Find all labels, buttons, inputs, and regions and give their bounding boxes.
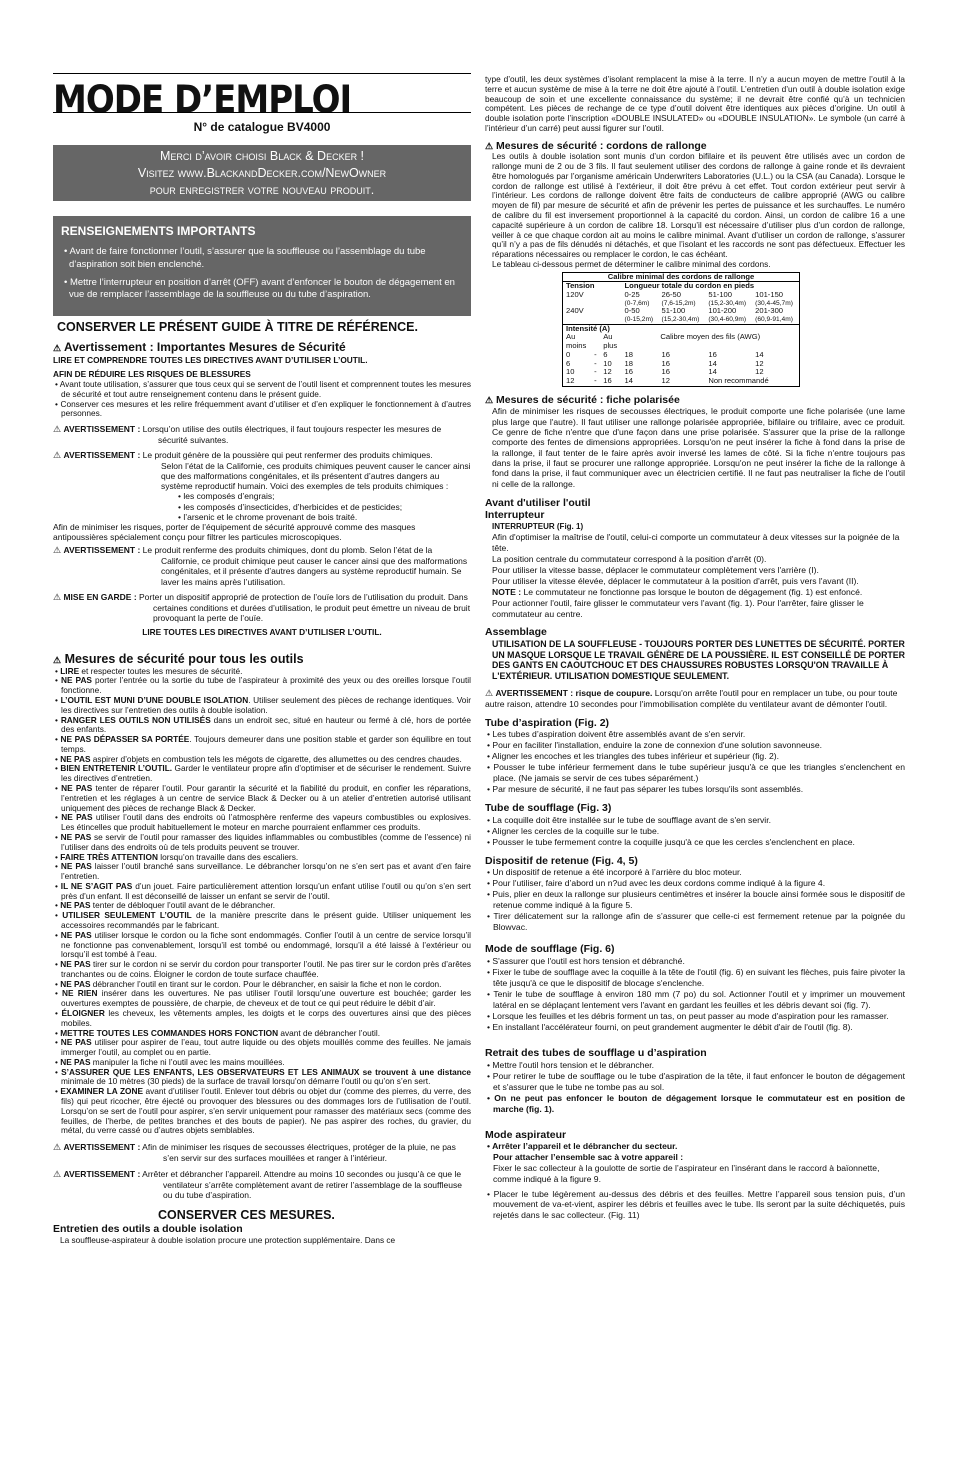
list-item-lead: NE RIEN xyxy=(62,988,98,999)
warning-1 xyxy=(53,424,471,445)
entretien-text: La souffleuse-aspirateur à double isolation procure une protection supplémentaire. Dans ce xyxy=(60,1234,396,1245)
warning-3-label: AVERTISSEMENT : xyxy=(63,545,141,556)
table-cell: (0-7,6m) xyxy=(624,299,650,307)
switch-p2: La position centrale du commutateur correspond à la position d'arrêt (0). xyxy=(492,554,767,565)
table-cell: 101-200 xyxy=(708,306,737,316)
list-item-lead: NE PAS xyxy=(60,675,92,686)
list-item-text: manipuler la fiche ni l’outil avec les mains mouillées. xyxy=(90,1056,285,1067)
switch-p1: Afin d'optimiser la maîtrise de l'outil, celui-ci comporte un commutateur à deux vitesses sur la poignée de la tête. xyxy=(492,532,900,554)
warning-2-label: AVERTISSEMENT : xyxy=(63,450,141,461)
table-cell: 16 xyxy=(708,349,717,359)
switch-p3: Pour utiliser la vitesse basse, déplacer le commutateur complètement vers l'arrière (I). xyxy=(492,565,819,576)
table-cell: 6 xyxy=(603,349,608,359)
blower-tube-list xyxy=(485,815,905,848)
list-item: • Mettre l'outil hors tension et le débrancher. xyxy=(487,1059,655,1070)
table-cell: (15,2-30,4m) xyxy=(661,316,700,324)
chem-1: • les composés d’engrais; xyxy=(178,491,275,502)
list-item-text: lorsqu’on travaille dans des escaliers. xyxy=(157,851,299,862)
suction-tube-heading: Tube d’aspiration (Fig. 2) xyxy=(485,716,610,729)
warning-triangle-icon: ⚠ xyxy=(53,1169,62,1180)
table-cell: 14 xyxy=(708,358,717,368)
list-item-lead: UTILISER SEULEMENT L’OUTIL xyxy=(62,910,192,921)
left-body xyxy=(53,320,471,1246)
reduce-risks-heading: AFIN DE RÉDUIRE LES RISQUES DE BLESSURES xyxy=(53,369,251,380)
table-cell: 18 xyxy=(624,349,633,359)
before-use-heading: Avant d'utiliser l'outil xyxy=(485,496,591,509)
table-cell: 51-100 xyxy=(708,290,732,300)
list-item: • Tirer délicatement sur la rallonge afin de s’assurer que celle-ci est fermement retenue par la poignée du Blowvac. xyxy=(487,911,905,933)
list-item: • Tenir le tube de soufflage à environ 180 mm (7 po) du sol. Actionner l'outil et y imprimer un mouvement latéral en se déplaçant lentement vers l'avant en gardant les feuilles et les débris devant soi (fig. 7). xyxy=(487,989,905,1011)
list-item-lead: LIRE xyxy=(60,665,80,676)
vacuum-mode-list xyxy=(485,1141,905,1221)
list-item: • Aligner les cercles de la coquille sur le tube. xyxy=(487,825,660,836)
list-item: • Lorsque les feuilles et les débris forment un tas, on peut passer au mode d'aspiration pour les ramasser. xyxy=(487,1011,889,1022)
thanks-line-1: Merci d’avoir choisi Black & Decker ! xyxy=(159,149,365,163)
warning-triangle-icon: ⚠ xyxy=(53,450,62,461)
list-item-lead: BIEN ENTRETENIR L’OUTIL. xyxy=(60,763,173,774)
list-item-lead: NE PAS xyxy=(60,929,92,940)
top-rule xyxy=(53,73,471,74)
list-item-text: insérer dans les ouvertures. Ne pas utiliser l’outil lorsqu’une ouverture est bouchée; garder les ouvertures exemptes de poussière, de charpie, de cheveux et de tout ce qui peut réduire le débit d’air. xyxy=(61,988,471,1009)
list-item-text: avant d’utiliser l’outil. Enlever tout débris ou objet dur (comme des pierres, du verre, des fils) qui peut ricocher, être éjecté ou provoquer des blessures ou des dommages lors de l’utilisation de l’outil. Lorsqu’on se sert de l’outil pour aspirer, s’en servir uniquement pour ramasser des matériaux secs (comme des feuilles, de l’herbe, de petites branches et des bouts de papier). Ne pas aspirer des roches, du gravier, du métal, du verre cassé ou d’autres objets semblables. xyxy=(61,1086,471,1136)
table-au-2: Au xyxy=(603,332,613,342)
list-item: • FAIRE TRÈS ATTENTION lorsqu’on travaille dans des escaliers. xyxy=(55,851,299,862)
cord-table-intro: Le tableau ci-dessous permet de déterminer le calibre minimal des cordons. xyxy=(492,258,771,269)
title-rule xyxy=(53,112,471,113)
entretien-heading: Entretien des outils a double isolation xyxy=(53,1223,243,1236)
list-item-lead: NE PAS DÉPASSER SA PORTÉE xyxy=(60,734,190,745)
removal-list xyxy=(485,1060,905,1115)
caution-1 xyxy=(53,592,471,623)
right-body xyxy=(485,75,905,1221)
list-item: • NE PAS tirer sur le cordon ni se servir du cordon pour transporter l’outil. Ne pas tirer sur le cordon près d’arêtes tranchantes ou de coins. Éloigner le cordon de toute surface chauffée. xyxy=(55,959,471,979)
list-item-lead: S’ASSURER QUE LES ENFANTS, LES OBSERVATEURS ET LES ANIMAUX se trouvent à une distance xyxy=(61,1066,471,1077)
list-item: • NE PAS tenter de débloquer l’outil avant de le débrancher. xyxy=(55,900,276,911)
table-cell: - xyxy=(594,358,597,368)
assembly-text: UTILISATION DE LA SOUFFLEUSE - TOUJOURS PORTER DES LUNETTES DE SÉCURITÉ. PORTER UN MASQUE LORSQUE LE TRAVAIL GÉNÈRE DE LA POUSSIÈRE. IL EST CONSEILLÉ DE PORTER DES GANTS EN CAOUTCHOUC ET DES CHAUSSURES ROBUSTES LORSQU'ON TRAVAILLE À L'EXTÉRIEUR. UTILISATION DOMESTIQUE SEULEMENT. xyxy=(492,638,906,681)
list-item: • Puis, plier en deux la rallonge sur plusieurs centimètres et insérer la boucle ainsi formée sous le dispositif de retenue comme indiqué à la figure 5. xyxy=(487,889,905,911)
table-cell: (7,6-15,2m) xyxy=(661,299,696,307)
catalog-number: N° de catalogue BV4000 xyxy=(193,120,331,134)
list-item-text: Garder le ventilateur propre afin d’optimiser et de sécuriser le rendement. Suivre les directives d’entretien. xyxy=(61,763,471,784)
list-item: • UTILISER SEULEMENT L’OUTIL de la manière prescrite dans le présent guide. Utiliser uniquement les accessoires recommandés par le fabricant. xyxy=(55,910,471,930)
table-intensite: Intensité (A) xyxy=(563,324,799,333)
list-item: • La coquille doit être installée sur le tube de soufflage avant de s'en servir. xyxy=(487,814,771,825)
table-cell: 201-300 xyxy=(755,306,784,316)
table-plus: plus xyxy=(603,341,618,351)
assembly-heading: Assemblage xyxy=(485,626,547,639)
table-cell: 26-50 xyxy=(661,290,681,300)
important-info-box xyxy=(53,216,471,316)
table-cell: 16 xyxy=(603,376,612,385)
list-item: • NE PAS utiliser lorsque le cordon ou la fiche sont endommagés. Confier l’outil à un centre de service lorsqu’il ne fonctionne pas convenablement, lorsqu’il est tombé ou endommagé, lorsqu’il a été laissé à l’extérieur ou lorsqu’il est tombé à l’eau. xyxy=(55,929,471,960)
list-item: • Placer le tube légèrement au-dessus des débris et des feuilles. Mettre l’appareil sous tension puis, d’un mouvement de va-et-vient, aspirer les débris et feuilles avec le tube. Ils seront par la suite déchiquetés, puis rejetés dans le sac collecteur. (Fig. 11) xyxy=(487,1188,905,1221)
cut-warning-label: AVERTISSEMENT : risque de coupure. xyxy=(495,687,653,698)
warning-heading xyxy=(53,340,471,354)
list-item-lead: NE PAS xyxy=(60,861,92,872)
warning-triangle-icon: ⚠ xyxy=(485,687,494,698)
table-cell: 16 xyxy=(661,358,670,368)
safety-list xyxy=(53,667,471,1137)
table-cell: - xyxy=(594,376,597,385)
list-item: • NE PAS porter l’entrée ou la sortie du tube de l’aspirateur à proximité des yeux ou des oreilles lorsque l’outil fonctionne. xyxy=(55,675,471,696)
list-item: • Pour en faciliter l'installation, enduire la zone de connexion d'une solution savonneuse. xyxy=(487,740,822,751)
list-item-lead: L’OUTIL EST MUNI D’UNE DOUBLE ISOLATION xyxy=(60,695,249,706)
blow-mode-list xyxy=(485,956,905,1033)
blow-mode-heading: Mode de soufflage (Fig. 6) xyxy=(485,943,615,956)
switch-fig: INTERRUPTEUR (Fig. 1) xyxy=(492,522,584,531)
table-cell: 120V xyxy=(566,290,584,300)
list-item xyxy=(485,1152,905,1184)
thanks-line-2: Visitez www.BlackandDecker.com/NewOwner xyxy=(137,165,387,180)
warning-triangle-icon: ⚠ xyxy=(53,591,62,602)
list-item: • ÉLOIGNER les cheveux, les vêtements amples, les doigts et le corps des ouvertures ainsi que des pièces mobiles. xyxy=(55,1008,471,1028)
table-cell: (30,4-60,9m) xyxy=(708,316,747,324)
warning-2-after: Afin de minimiser les risques, porter de l’équipement de sécurité approuvé comme des masques antipoussières spécialement conçu pour filtrer les particules microscopiques. xyxy=(53,521,416,543)
table-cell: 12 xyxy=(566,376,575,385)
list-item-lead: NE PAS xyxy=(60,1056,91,1067)
list-item-text: tenter de réparer l’outil. Pour garantir la sécurité et la fiabilité du produit, en confier les réparations, l’entretien et les réglages à un centre de service Black & Decker ou à un atelier d’entretien autorisé utilisant uniquement des pièces de rechange Black & Decker. xyxy=(61,783,471,813)
list-item-lead: FAIRE TRÈS ATTENTION xyxy=(60,851,158,862)
list-item-text: se servir de l’outil pour ramasser des liquides inflammables ou combustibles (comme de l’essence) ni l’utiliser dans des endroits où de tels produits peuvent se trouver. xyxy=(61,831,471,852)
list-item-text: utiliser lorsque le cordon ou la fiche sont endommagés. Confier l’outil à un centre de service lorsqu’il ne fonctionne pas convenablement, lorsqu’il est tombé ou endommagé, lorsqu’il a été laissé à l’extérieur ou lorsqu’il est tombé à l’eau. xyxy=(61,929,471,960)
list-item-text: laisser l’outil branché sans surveillance. Le débrancher lorsqu’on ne s’en sert pas et avant d’en faire l’entretien. xyxy=(61,861,471,882)
table-cell: 0-25 xyxy=(624,290,640,300)
caution-text: Porter un dispositif approprié de protection de l’ouïe lors de l’utilisation du produit. Dans certaines conditions et durées d’utilisation, le produit peut émettre un niveau de bruit provoquant la perte de l’ouïe. xyxy=(136,591,471,623)
warning-triangle-icon: ⚠ xyxy=(53,1142,62,1153)
table-cell: 14 xyxy=(755,349,764,359)
list-item: • NE RIEN insérer dans les ouvertures. Ne pas utiliser l’outil lorsqu’une ouverture est bouchée; garder les ouvertures exemptes de poussière, de charpie, de cheveux et de tout ce qui peut réduire le débit d’air. xyxy=(55,988,471,1009)
blower-tube-heading: Tube de soufflage (Fig. 3) xyxy=(485,802,612,815)
table-cell: 16 xyxy=(661,349,670,359)
list-item: • BIEN ENTRETENIR L’OUTIL. Garder le ventilateur propre afin d’optimiser et de sécuriser le rendement. Suivre les directives d’entretien. xyxy=(55,763,471,784)
warning-1-label: AVERTISSEMENT : xyxy=(63,424,141,435)
list-item-text: utiliser l’outil dans des endroits où l’atmosphère renferme des vapeurs combustibles ou explosives. Les étincelles que produit habituellement le moteur en marche pourraient enflammer ces produits. xyxy=(61,812,471,833)
attach-bag-label: Pour attacher l’ensemble sac à votre appareil : xyxy=(493,1152,684,1163)
warning-6-label: AVERTISSEMENT : xyxy=(63,1169,141,1180)
list-item: • Pour retirer le tube de soufflage ou le tube d'aspiration de la tête, il faut enfoncer le bouton de dégagement et s'assurer que le tube ne tombe pas au sol. xyxy=(487,1070,905,1092)
attach-bag-text: Fixer le sac collecteur à la goulotte de sortie de l’aspirateur en l’insérant dans le raccord à baïonnette, comme indiqué à la figure 9. xyxy=(493,1162,880,1184)
table-cell: (0-15,2m) xyxy=(624,316,654,324)
removal-heading: Retrait des tubes de soufflage u d’aspiration xyxy=(485,1047,707,1060)
bullet-2: • Conserver ces mesures et les relire fréquemment avant d’utiliser et d’en expliquer le fonctionnement à d’autres personnes. xyxy=(55,398,471,419)
list-item: • Les tubes d’aspiration doivent être assemblés avant de s'en servir. xyxy=(487,729,746,740)
list-item: • Pour l'utiliser, faire d’abord un n?ud avec les deux cordons comme indiqué à la figure 4. xyxy=(487,878,826,889)
table-cell: Non recommandé xyxy=(708,376,769,385)
warning-3 xyxy=(53,545,471,586)
list-item: • NE PAS utiliser pour aspirer de l’eau, tout autre liquide ou des objets mouillés comme des feuilles. Ne jamais immerger l’outil, au complet ou en partie. xyxy=(55,1037,471,1058)
list-item: • Un dispositif de retenue a été incorporé à l’arrière du bloc moteur. xyxy=(487,867,742,878)
warning-1-text: Lorsqu’on utilise des outils électriques, il faut toujours respecter les mesures de sécurité suivantes. xyxy=(140,424,442,445)
list-item: • Pousser le tube fermement contre la coquille jusqu'à ce que les cercles s'enclenchent en place. xyxy=(487,836,855,847)
list-item-text: et respecter toutes les mesures de sécurité. xyxy=(79,665,243,676)
chem-2: • les composés d’insecticides, d’herbicides et de pesticides; xyxy=(178,501,403,512)
table-row xyxy=(563,307,799,316)
switch-heading: Interrupteur xyxy=(485,509,545,522)
list-item-lead: RANGER LES OUTILS NON UTILISÉS xyxy=(60,714,211,725)
table-cell: 12 xyxy=(603,367,612,377)
table-moins: moins xyxy=(566,341,587,351)
list-item-lead: METTRE TOUTES LES COMMANDES HORS FONCTION xyxy=(60,1027,279,1038)
table-cell: (60,9-91,4m) xyxy=(755,316,793,324)
switch-note xyxy=(492,587,905,598)
list-item: • On ne peut pas enfoncer le bouton de dégagement lorsque le commutateur est en position de marche (fig. 1). xyxy=(487,1092,905,1114)
list-item: • Aligner les encoches et les triangles des tubes inférieur et supérieur (fig. 2). xyxy=(487,751,780,762)
table-row xyxy=(563,377,799,386)
list-item-text: dans un endroit sec, situé en hauteur ou fermé à clé, hors de portée des enfants. xyxy=(61,714,471,735)
list-item: • NE PAS laisser l’outil branché sans surveillance. Le débrancher lorsqu’on ne s’en sert pas et avant d’en faire l’entretien. xyxy=(55,861,471,882)
warning-6-text: Arrêter et débrancher l’appareil. Attendre au moins 10 secondes ou jusqu’à ce que le ventilateur s’arrête complètement avant de retirer l’assemblage de la souffleuse ou du tube d’aspiration. xyxy=(140,1169,462,1201)
warning-triangle-icon: ⚠ xyxy=(485,394,494,405)
table-title: Calibre minimal des cordons de rallonge xyxy=(563,273,799,282)
chem-3: • l’arsenic et le chrome provenant de bois traité. xyxy=(178,511,358,522)
list-item-lead: NE PAS xyxy=(60,831,92,842)
list-item-text: les cheveux, les vêtements amples, les doigts et le corps des ouvertures ainsi que des pièces mobiles. xyxy=(61,1008,471,1028)
cord-table xyxy=(562,272,800,387)
cut-warning-text: Lorsqu'on arrête l'outil pour en remplacer un tube, ou pour toute autre raison, attendre 10 secondes pour l'immobilisation complète du ventilateur avant de démonter l'outil. xyxy=(485,687,898,709)
table-row xyxy=(563,360,799,369)
list-item: • Fixer le tube de soufflage avec la coquille à la tête de l'outil (fig. 6) en suivant les flèches, puis faire pivoter la tête jusqu'à ce que le dispositif de blocage s'enclenche. xyxy=(487,967,905,989)
cord-heading-text: Mesures de sécurité : cordons de rallonge xyxy=(496,139,707,152)
table-cell: 6 xyxy=(566,358,571,368)
table-row xyxy=(563,291,799,300)
table-cell: 51-100 xyxy=(661,306,686,316)
warning-5 xyxy=(53,1142,471,1163)
table-cell: - xyxy=(594,367,597,377)
list-item: • NE PAS manipuler la fiche ni l’outil avec les mains mouillées. xyxy=(55,1056,285,1067)
table-cell: 10 xyxy=(566,367,575,377)
warning-triangle-icon: ⚠ xyxy=(53,424,62,435)
list-item: • Pousser le tube inférieur fermement dans le tube supérieur jusqu'à ce que les triangles s'enclenchent en place. (Ne jamais se servir de ces tubes séparément.) xyxy=(487,762,905,784)
list-item-text: porter l’entrée ou la sortie du tube de l’aspirateur à proximité des yeux ou des oreilles lorsque l’outil fonctionne. xyxy=(61,675,471,696)
switch-section xyxy=(485,522,905,620)
table-cell: 14 xyxy=(624,376,633,385)
table-cell: 16 xyxy=(661,367,670,377)
list-item: • METTRE TOUTES LES COMMANDES HORS FONCTION avant de débrancher l’outil. xyxy=(55,1027,381,1038)
table-cell: 12 xyxy=(755,358,764,368)
cut-warning xyxy=(485,688,905,710)
warning-2-text: Le produit génère de la poussière qui peut renfermer des produits chimiques. xyxy=(140,450,433,461)
list-item-text: d’un jouet. Faire particulièrement attention lorsqu’un enfant utilise l’outil ou qu’on s’en sert près d’un enfant. Il est déconseillé de laisser un enfant se servir de l’outil. xyxy=(61,880,471,901)
list-item-lead: NE PAS xyxy=(60,959,91,970)
warning-3-text: Le produit renferme des produits chimiques, dont du plomb. Selon l’état de la Californie, ce produit chimique peut causer le cancer ainsi que des malformations congénitales, et il présente d’autres dangers au système reproductif humain. Se laver les mains après l’utilisation. xyxy=(140,545,468,587)
list-item-lead: EXAMINER LA ZONE xyxy=(60,1086,143,1097)
table-cell: - xyxy=(594,349,597,359)
plug-heading xyxy=(485,394,905,407)
table-cell: 0-50 xyxy=(624,306,640,316)
table-cell: 16 xyxy=(624,367,633,377)
warning-6 xyxy=(53,1169,471,1200)
table-tension: Tension xyxy=(566,281,595,291)
thanks-line-3: pour enregistrer votre nouveau produit. xyxy=(149,182,375,197)
switch-p6: Pour actionner l'outil, faire glisser le commutateur vers l'avant (fig. 1). Pour l'arrêter, faire glisser le commutateur au centre. xyxy=(492,598,864,620)
list-item: • EXAMINER LA ZONE avant d’utiliser l’outil. Enlever tout débris ou objet dur (comme des pierres, du verre, des fils) qui peut ricocher, être éjecté ou provoquer des blessures ou des dommages lors de l’utilisation de l’outil. Lorsqu’on se sert de l’outil pour aspirer, s’en servir uniquement pour ramasser des matériaux secs (comme des feuilles, de l’herbe, de petites branches et des bouts de papier). Ne pas aspirer des roches, du gravier, du métal, du verre cassé ou d’autres objets semblables. xyxy=(55,1086,471,1136)
switch-p4: Pour utiliser la vitesse élevée, déplacer le commutateur à la position d'arrêt, puis vers l'avant (II). xyxy=(492,576,859,587)
warning-2-cont: Selon l’état de la Californie, ces produits chimiques peuvent causer le cancer ainsi que des malformations congénitales, et ils présentent d’autres dangers au système reproductif humain. Voici des exemples de tels produits chimiques : xyxy=(161,460,471,492)
list-item-text: . Utiliser seulement des pièces de rechange identiques. Voir les directives sur l’entretien des outils à double isolation. xyxy=(61,695,471,715)
table-cell: 12 xyxy=(755,367,764,377)
list-item-text: . Toujours demeurer dans une position stable et garder son équilibre en tout temps. xyxy=(61,734,471,754)
note-text: Le commutateur ne fonctionne pas lorsque le bouton de dégagement (fig. 1) est enfoncé. xyxy=(521,587,863,598)
table-cell: (15,2-30,4m) xyxy=(708,299,747,307)
read-all-directives-2: LIRE TOUTES LES DIRECTIVES AVANT D’UTILISER L’OUTIL. xyxy=(142,626,382,637)
table-calibre: Calibre moyen des fils (AWG) xyxy=(660,332,761,342)
list-item: • NE PAS aspirer d’objets en combustion tels les mégots de cigarette, des allumettes ou des cendres chaudes. xyxy=(55,753,462,764)
double-insulation-text: type d’outil, les deux systèmes d’isolant remplacent la mise à la terre. Il n’y a aucun moyen de mettre l’outil à la terre et aucun système de mise à la terre ne doit être ajouté à l’outil. L’entretien d’un outil à double isolation exige beaucoup de soin et une excellente connaissance du système; il ne devrait être confié qu’à un technicien compétent. Les pièces de rechange de ce type d’outil doivent être identiques aux pièces d’origine. Un outil à double isolation porte l’inscription «DOUBLE INSULATED» ou «DOUBLE INSULATION». Le symbole (un carré à l’intérieur d’un carré) peut aussi figurer sur l’outil. xyxy=(485,74,905,133)
warning-2 xyxy=(53,450,471,461)
list-item-text: de la manière prescrite dans le présent guide. Utiliser uniquement les accessoires recommandés par le fabricant. xyxy=(61,910,471,930)
list-item: • NE PAS tenter de réparer l’outil. Pour garantir la sécurité et la fiabilité du produit, en confier les réparations, l’entretien et les réglages à un centre de service Black & Decker ou à un atelier d’entretien autorisé utilisant uniquement des pièces de rechange Black & Decker. xyxy=(55,783,471,813)
list-item: • NE PAS débrancher l’outil en tirant sur le cordon. Pour le débrancher, en saisir la fiche et non le cordon. xyxy=(55,978,442,989)
list-item: • LIRE et respecter toutes les mesures de sécurité. xyxy=(55,665,243,676)
list-item: • S'assurer que l'outil est hors tension et débranché. xyxy=(487,956,685,967)
list-item: • L’OUTIL EST MUNI D’UNE DOUBLE ISOLATION. Utiliser seulement des pièces de rechange identiques. Voir les directives sur l’entretien des outils à double isolation. xyxy=(55,695,471,715)
list-item: • En installant l'accélérateur fourni, on peut grandement augmenter le débit d'air de l'outil (fig. 8). xyxy=(487,1022,853,1033)
read-all-directives: LIRE ET COMPRENDRE TOUTES LES DIRECTIVES AVANT D’UTILISER L’OUTIL. xyxy=(53,355,368,366)
list-item-lead: NE PAS xyxy=(60,978,91,989)
safety-heading-text: Mesures de sécurité pour tous les outils xyxy=(64,651,304,666)
safety-heading xyxy=(53,652,471,667)
table-longueur: Longueur totale du cordon en pieds xyxy=(624,281,755,291)
list-item-lead: NE PAS xyxy=(60,900,91,911)
page-title: MODE D’EMPLOI xyxy=(53,78,352,123)
list-item-lead: NE PAS xyxy=(61,783,93,794)
info-item-1: • Avant de faire fonctionner l’outil, s’assurer que la souffleuse ou l’assemblage du tube d’aspiration soit bien enclenché. xyxy=(64,246,426,270)
list-item-text: minimale de 10 mètres (30 pieds) de la surface de travail lorsqu’on démarre l’outil ou qu’on s’en sert. xyxy=(61,1076,431,1087)
table-cell: 18 xyxy=(624,358,633,368)
list-item-lead: IL NE S’AGIT PAS xyxy=(60,880,133,891)
warning-triangle-icon: ⚠ xyxy=(53,545,62,556)
list-item: • NE PAS DÉPASSER SA PORTÉE. Toujours demeurer dans une position stable et garder son équilibre en tout temps. xyxy=(55,734,471,754)
table-cell: 10 xyxy=(603,358,612,368)
table-au: Au xyxy=(566,332,576,342)
table-cell: 12 xyxy=(661,376,670,385)
conserve-guide: CONSERVER LE PRÉSENT GUIDE À TITRE DE RÉFÉRENCE. xyxy=(57,320,418,334)
warning-5-label: AVERTISSEMENT : xyxy=(63,1142,141,1153)
list-item: • NE PAS se servir de l’outil pour ramasser des liquides inflammables ou combustibles (comme de l’essence) ni l’utiliser dans des endroits où de tels produits peuvent se trouver. xyxy=(55,831,471,852)
list-item-lead: NE PAS xyxy=(60,753,91,764)
thanks-banner xyxy=(53,145,471,201)
list-item-text: avant de débrancher l’outil. xyxy=(278,1027,381,1038)
info-item-2: • Mettre l’interrupteur en position d’arrêt (OFF) avant d’enfoncer le bouton de dégagement en vue de remplacer l’assemblage de la souffleuse ou du tube d’aspiration. xyxy=(64,277,455,301)
list-item: • IL NE S’AGIT PAS d’un jouet. Faire particulièrement attention lorsqu’un enfant utilise l’outil ou qu’on s’en sert près d’un enfant. Il est déconseillé de laisser un enfant se servir de l’outil. xyxy=(55,880,471,901)
list-item-lead: NE PAS xyxy=(61,812,93,823)
table-cell: 0 xyxy=(566,349,571,359)
list-item-text: débrancher l’outil en tirant sur le cordon. Pour le débrancher, en saisir la fiche et non le cordon. xyxy=(90,978,442,989)
table-row xyxy=(563,351,799,360)
warning-triangle-icon: ⚠ xyxy=(485,140,494,151)
list-item: • Arrêter l’appareil et le débrancher du secteur. xyxy=(487,1141,678,1152)
table-cell: 101-150 xyxy=(755,290,784,300)
list-item: • NE PAS utiliser l’outil dans des endroits où l’atmosphère renferme des vapeurs combustibles ou explosives. Les étincelles que produit habituellement le moteur en marche pourraient enflammer ces produits. xyxy=(55,812,471,833)
table-cell: (30,4-45,7m) xyxy=(755,299,793,307)
table-row xyxy=(563,316,799,324)
warning-heading-text: Avertissement : Importantes Mesures de Sécurité xyxy=(63,340,346,354)
warning-triangle-icon: ⚠ xyxy=(53,343,62,353)
info-title: RENSEIGNEMENTS IMPORTANTS xyxy=(61,224,256,238)
list-item: • S’ASSURER QUE LES ENFANTS, LES OBSERVATEURS ET LES ANIMAUX se trouvent à une distance minimale de 10 mètres (30 pieds) de la surface de travail lorsqu’on démarre l’outil ou qu’on s’en sert. xyxy=(55,1066,471,1087)
warning-5-text: Afin de minimiser les risques de secousses électriques, protéger de la pluie, ne pas s’en servir sur des surfaces mouillées et ranger à l’intérieur. xyxy=(140,1142,456,1163)
list-item-text: tirer sur le cordon ni se servir du cordon pour transporter l’outil. Ne pas tirer sur le cordon près d’arêtes tranchantes ou de coins. Éloigner le cordon de toute surface chauffée. xyxy=(61,959,471,979)
list-item-text: utiliser pour aspirer de l’eau, tout autre liquide ou des objets mouillés comme des feuilles. Ne jamais immerger l’outil, au complet ou en partie. xyxy=(61,1037,471,1058)
list-item: • RANGER LES OUTILS NON UTILISÉS dans un endroit sec, situé en hauteur ou fermé à clé, hors de portée des enfants. xyxy=(55,714,471,735)
table-cell: 240V xyxy=(566,306,584,316)
cord-text: Les outils à double isolation sont munis d’un cordon bifilaire et ils peuvent être utilisés avec un cordon de rallonge muni de 2 ou de 3 fils. Il faut seulement utiliser des cordons de rallonge à gaine ronde et ils devraient être homologués par l’organisme américain Underwriters Laboratories (U.L.) ou la CSA (au Canada). Lorsque le cordon de rallonge est utilisé à l’extérieur, il doit être prévu à cet effet. Tout cordon extérieur peut servir à l’intérieur. Les cordons de rallonge doivent être faits de conducteurs de calibre approprié (AWG ou calibre moyen de fil) par mesure de sécurité et afin de prévenir les pertes de puissance et les surchauffes. Le numéro de calibre du fil est inversement proportionnel à la capacité du cordon. Ainsi, un cordon de calibre 16 a une capacité supérieure à un cordon de calibre 18. Lorsqu’il est nécessaire d’utiliser plus d’un cordon de rallonge, veiller à ce que chaque cordon ait au moins le calibre minimal. Avant d’utiliser un cordon de rallonge, s’assurer qu’il n’y a pas de fils dénudés ni détachés, et que l’isolant et les raccords ne sont pas défectueux. Effectuer les réparations nécessaires ou remplacer le cordon, le cas échéant. xyxy=(492,151,905,260)
plug-heading-text: Mesures de sécurité : fiche polarisée xyxy=(496,393,680,406)
bullet-1: • Avant toute utilisation, s’assurer que tous ceux qui se servent de l’outil lisent et comprennent toutes les mesures de sécurité et tout autre renseignement contenu dans le présent guide. xyxy=(55,378,471,399)
list-item: • Par mesure de sécurité, il ne faut pas séparer les tubes lorsqu'ils sont assemblés. xyxy=(487,784,804,795)
note-label: NOTE : xyxy=(492,587,522,598)
list-item-text: aspirer d’objets en combustion tels les mégots de cigarette, des allumettes ou des cendres chaudes. xyxy=(90,753,462,764)
list-item-lead: NE PAS xyxy=(60,1037,92,1048)
caution-label: MISE EN GARDE : xyxy=(63,591,137,602)
vacuum-mode-heading: Mode aspirateur xyxy=(485,1128,567,1141)
plug-text: Afin de minimiser les risques de secousses électriques, le produit comporte une fiche polarisée (une lame plus large que l'autre). Il faut utiliser une rallonge polarisée appropriée, bifilaire ou trifilaire, avec ce produit. Ce genre de fiche n'entre que d'une façon dans une prise polarisée. S'assurer que la prise de la rallonge comporte des fentes de dimensions appropriées. Lorsqu'on ne peut insérer la fiche à fond dans la prise de la rallonge, il faut tenter de le faire après avoir inversé les lames de côté. Si la fiche n'entre toujours pas dans la prise, il faut se procurer une rallonge appropriée. Lorsqu'on ne peut insérer la fiche de la rallonge à fond dans la prise, il faut communiquer avec un électricien certifié. Il ne faut pas neutraliser la fiche de l'outil ni celle de la rallonge. xyxy=(492,406,905,489)
list-item-text: tenter de débloquer l’outil avant de le débrancher. xyxy=(90,900,276,911)
retainer-heading: Dispositif de retenue (Fig. 4, 5) xyxy=(485,854,638,867)
list-item-lead: ÉLOIGNER xyxy=(61,1008,105,1019)
table-cell: 14 xyxy=(708,367,717,377)
conserve-measures: CONSERVER CES MESURES. xyxy=(158,1208,335,1223)
retainer-list xyxy=(485,867,905,933)
suction-tube-list xyxy=(485,729,905,795)
warning-triangle-icon: ⚠ xyxy=(53,654,62,665)
